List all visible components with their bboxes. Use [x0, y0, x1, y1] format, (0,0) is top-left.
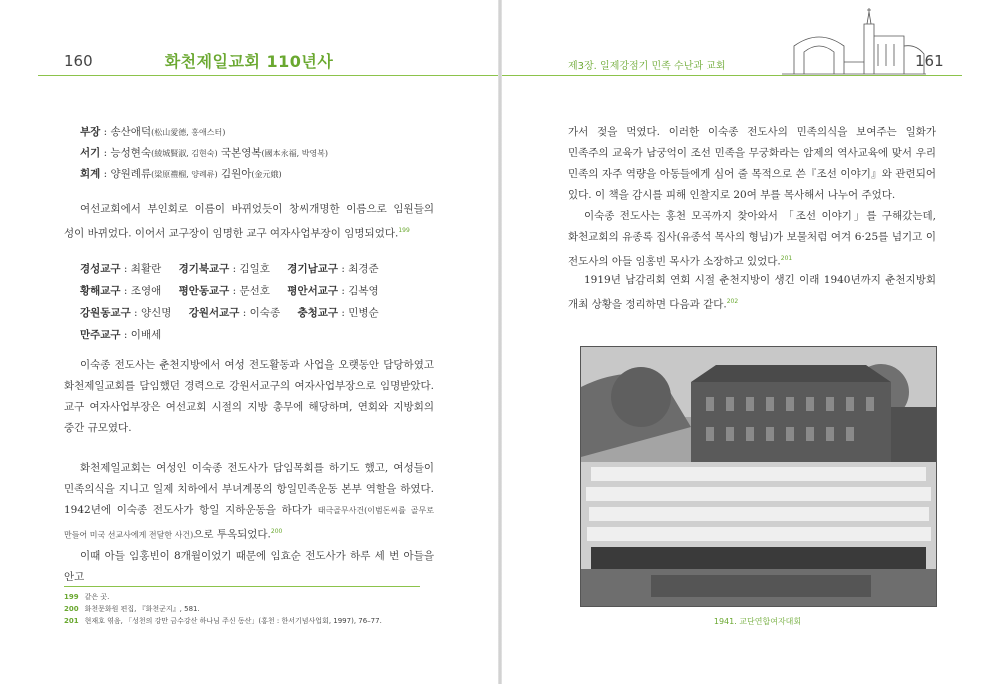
right-page — [502, 0, 1000, 684]
page-number: 161 — [915, 52, 944, 70]
footnote-rule — [64, 586, 420, 587]
left-page — [0, 0, 498, 684]
footnote-ref: 202 — [726, 298, 739, 305]
officer-line: 부장 : 송산애덕(松山愛德, 홍애스터) — [80, 126, 226, 138]
district-row: 만주교구 : 이배세 — [80, 329, 162, 341]
footnote: 200 화천문화원 편집, 『화천군지』, 581. — [64, 605, 200, 613]
paragraph: 이숙종 전도사는 춘천지방에서 여성 전도활동과 사업을 오랫동안 담당하였고 화천제일교회를 담임했던 경력으로 강원서교구의 여자사업부장으로 임명받았다. 교구 여자사업부장은 여선교회 시절의 지방 총무에 해당하며, 연회와 지방회의 중간 규모였다. — [64, 359, 434, 434]
header-rule — [38, 75, 498, 76]
footnote-ref: 201 — [780, 255, 793, 262]
paragraph: 여선교회에서 부인회로 이름이 바뀌었듯이 창씨개명한 이름으로 임원들의 성이 바뀌었다. 이어서 교구장이 임명한 교구 여자사업부장이 임명되었다.$^{199}$ — [64, 203, 434, 240]
district-row: 황해교구 : 조영애 평안동교구 : 문선호 평안서교구 : 김복영 — [80, 285, 379, 297]
church-illustration — [774, 6, 934, 76]
page-number: 160 — [64, 52, 93, 70]
officer-line: 서기 : 능성현숙(綾城賢淑, 김현숙) 국본영복(國本永福, 박영복) — [80, 147, 329, 159]
district-row: 강원동교구 : 양신명 강원서교구 : 이숙종 충청교구 : 민병순 — [80, 307, 379, 319]
district-list — [80, 258, 440, 346]
paragraph: 화천제일교회는 여성인 이숙종 전도사가 담임목회를 하기도 했고, 여성들이 민족의식을 지니고 일제 치하에서 부녀계몽의 항일민족운동 본부 역할을 하였다. 1942년에 이숙종 전도사가 항일 지하운동을 하다가 태극골무사건(이범돈씨를 골무로 만들어 미국 선교사에게 전달한 사건)으로 투옥되었다.$^{200}$ 이때 아들 임홍빈이 8개월이었기 때문에 임효순 전도사가 하루 세 번 아들을 안고 — [64, 462, 434, 583]
paragraph: 1919년 남감리회 연회 시절 춘천지방이 생긴 이래 1940년까지 춘천지방회 개최 상황을 정리하면 다음과 같다.$^{202}$ — [568, 274, 936, 311]
historical-photo — [580, 346, 937, 607]
header-rule — [502, 75, 962, 76]
book-title: 화천제일교회 110년사 — [164, 52, 334, 71]
district-row: 경성교구 : 최활란 경기북교구 : 김일호 경기남교구 : 최경준 — [80, 263, 379, 275]
footnote: 201 현재호 엮음, 「성천의 강만 금수강산 하나님 주신 동산」(홍천 : 한서기념사업회, 1997), 76–77. — [64, 617, 382, 625]
officer-line: 회계 : 양원례류(梁原禮榴, 양례류) 김원아(金元娥) — [80, 168, 282, 180]
footnote-ref: 199 — [398, 227, 410, 234]
footnote: 199 같은 곳. — [64, 593, 110, 601]
footnote-ref: 200 — [270, 528, 283, 535]
footnotes — [64, 591, 382, 627]
photo-caption: 1941. 교단연합여자대회 — [713, 617, 802, 626]
officer-list — [80, 122, 450, 185]
chapter-title: 제3장. 일제강점기 민족 수난과 교회 — [568, 61, 726, 72]
paragraph: 가서 젖을 먹였다. 이러한 이숙종 전도사의 민족의식을 보여주는 일화가 민족주의 교육가 남궁억이 조선 민족을 무궁화라는 암제의 역사교육에 맞서 우리 민족의 자주 역량을 아동들에게 심어 줄 목적으로 쓴『조선 이야기』와 관련되어 있다. 이 책을 감시를 피해 인찰지로 20여 부를 목사해서 나누어 주었다. 이숙종 전도사는 홍천 모곡까지 찾아와서 「조선 이야기」를 구해갔는데, 화천교회의 유종록 집사(유종석 목사의 형님)가 보물처럼 여겨 6·25를 넘기고 이 전도사의 아들 임홍빈 목사가 소장하고 있었다.$^{201}$ — [568, 126, 936, 268]
